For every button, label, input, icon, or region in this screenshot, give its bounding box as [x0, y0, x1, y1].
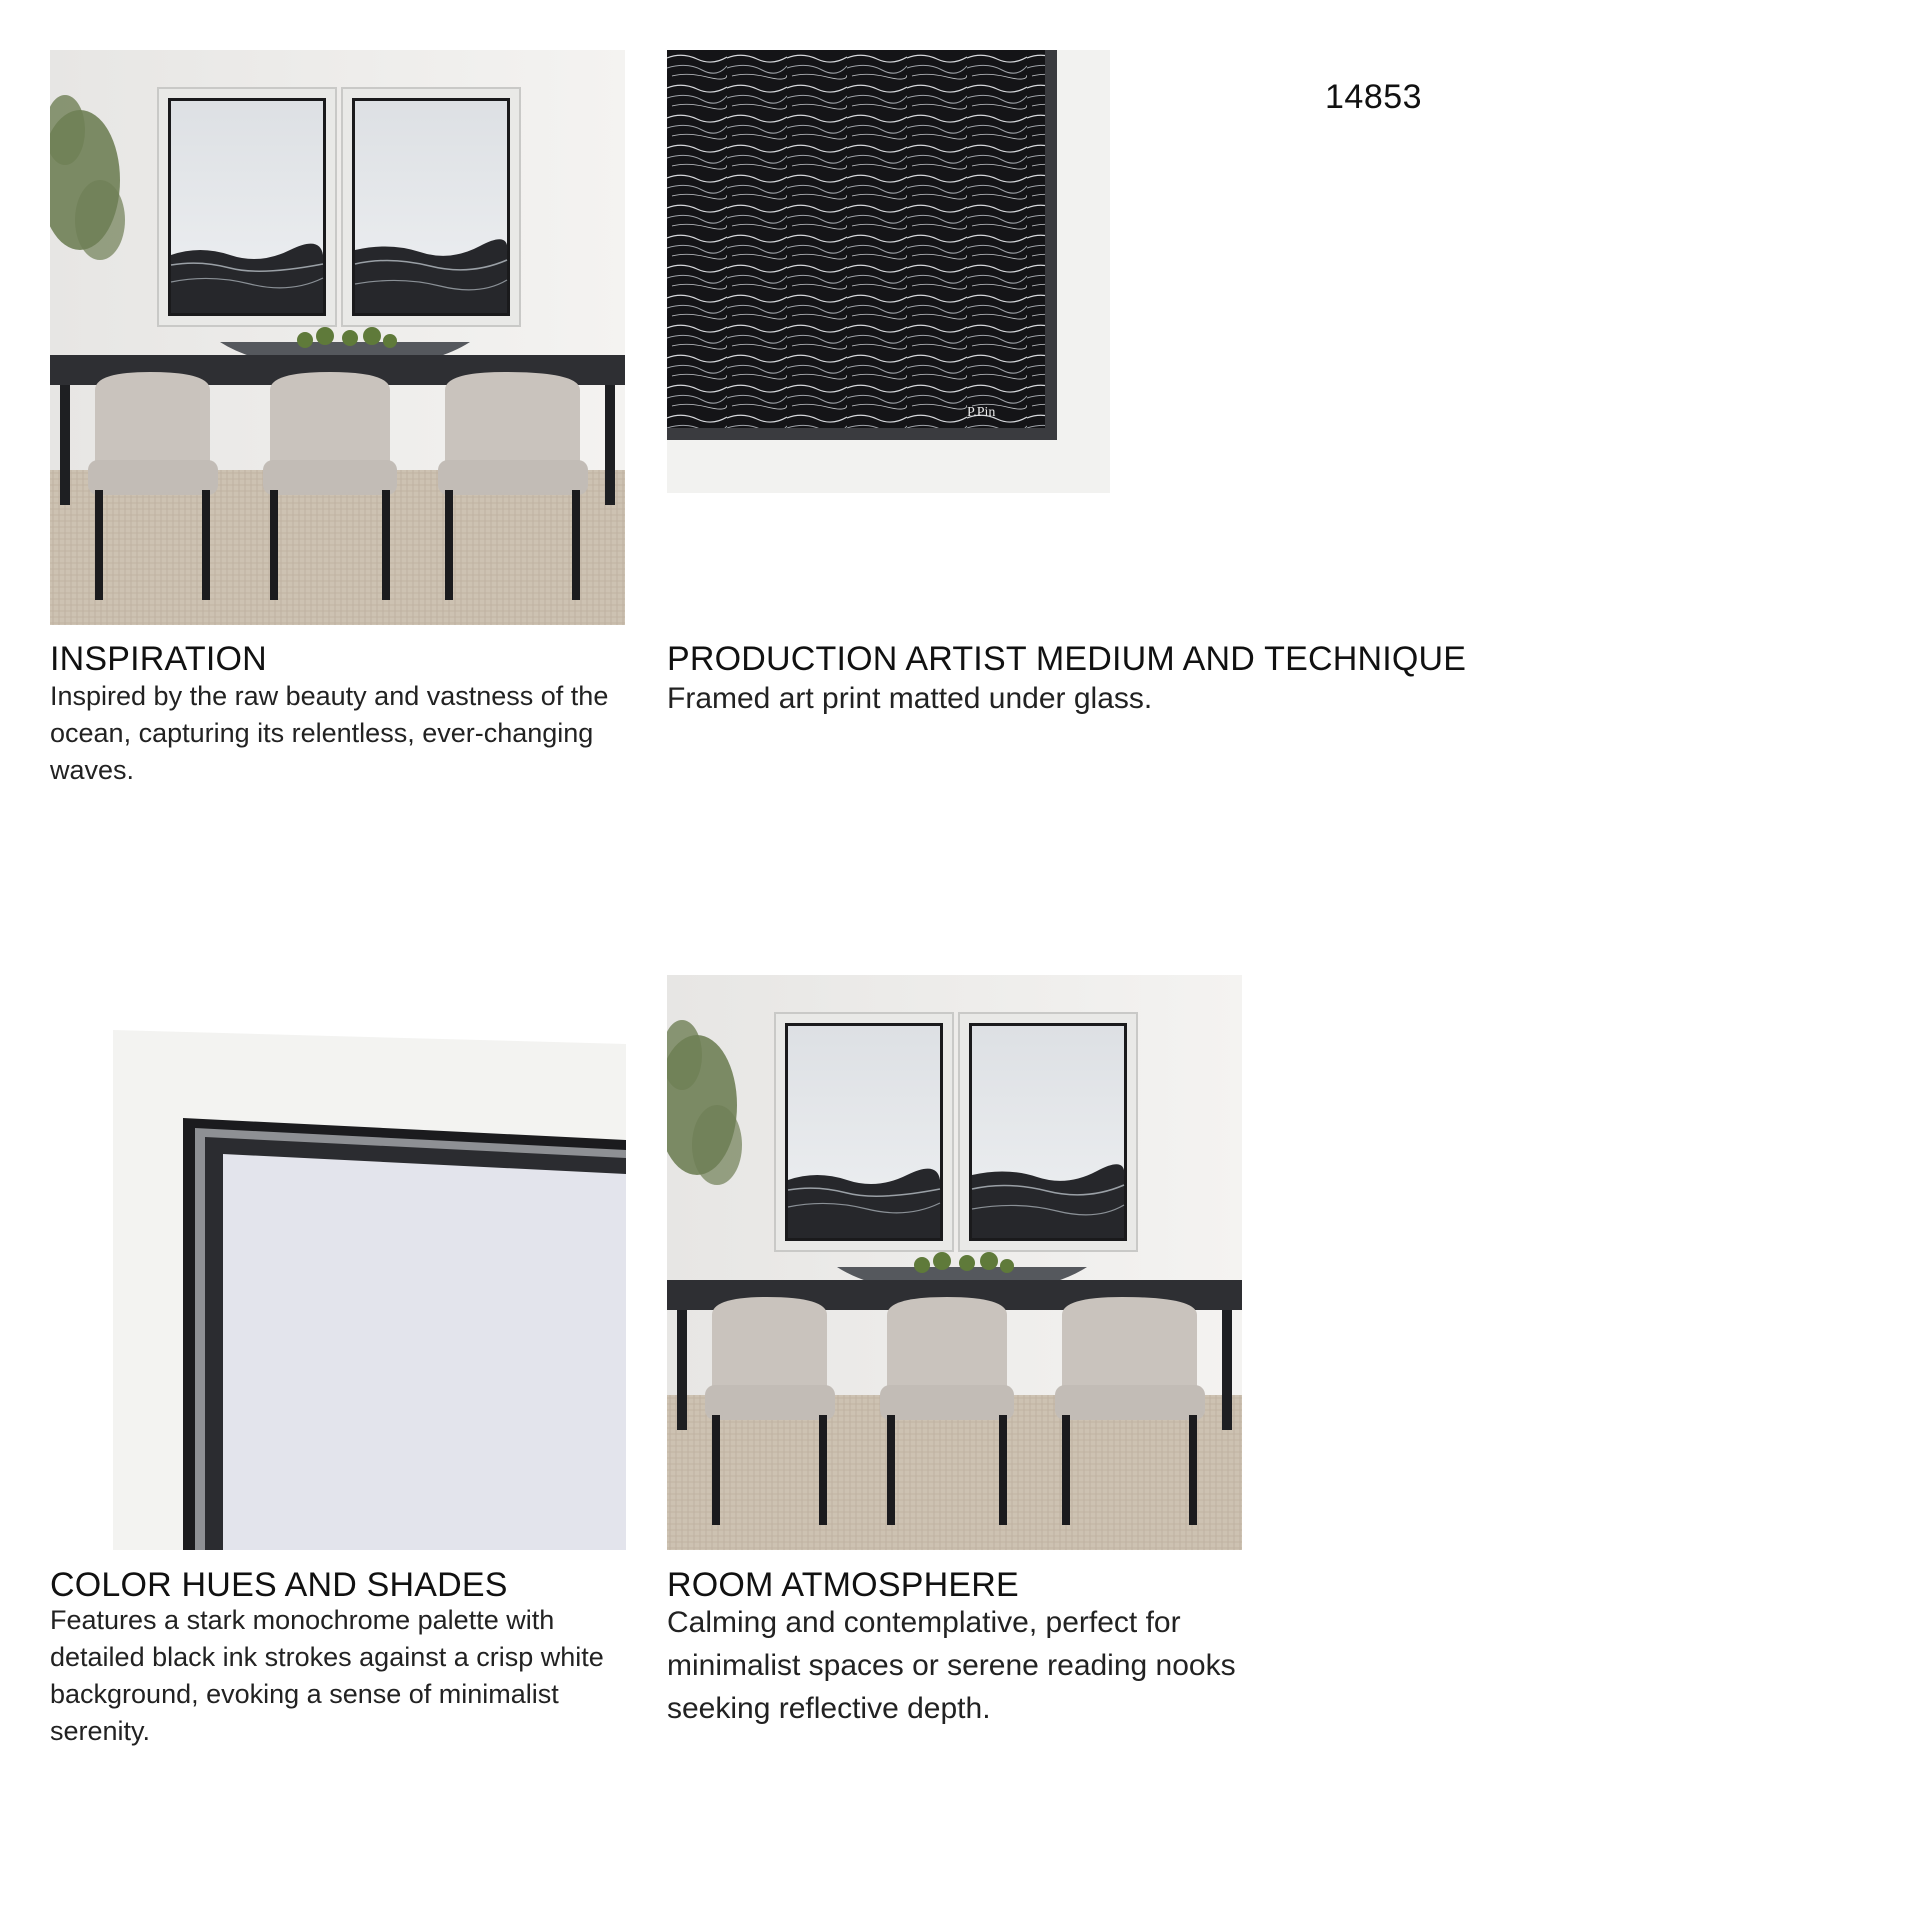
room-scene-image: [50, 50, 625, 625]
color-body: Features a stark monochrome palette with detailed black ink strokes against a crisp white background, evoking a sense of minimalist serenity.: [50, 1605, 604, 1746]
atmosphere-body: Calming and contemplative, perfect for minimalist spaces or serene reading nooks seeking reflective depth.: [667, 1606, 1236, 1725]
room-scene-illustration-2: [667, 975, 1242, 1550]
room-scene-illustration: [50, 50, 625, 625]
ink-detail-illustration: [667, 50, 1110, 493]
production-heading: PRODUCTION ARTIST MEDIUM AND TECHNIQUE: [667, 640, 1467, 678]
artist-signature: P.Pin: [967, 405, 996, 420]
atmosphere-heading: ROOM ATMOSPHERE: [667, 1566, 1019, 1604]
frame-corner-illustration: [113, 1030, 626, 1550]
color-heading: COLOR HUES AND SHADES: [50, 1566, 508, 1604]
diptych-right: [342, 88, 520, 326]
inspiration-heading: INSPIRATION: [50, 640, 267, 678]
frame-corner-image: [113, 1030, 626, 1550]
room-scene-image-2: [667, 975, 1242, 1550]
diptych-left: [158, 88, 336, 326]
sku-number: 14853: [1325, 78, 1423, 116]
ink-detail-image: [667, 50, 1110, 493]
production-body: Framed art print matted under glass.: [667, 682, 1153, 715]
inspiration-body: Inspired by the raw beauty and vastness of the ocean, capturing its relentless, ever-changing waves.: [50, 681, 609, 785]
